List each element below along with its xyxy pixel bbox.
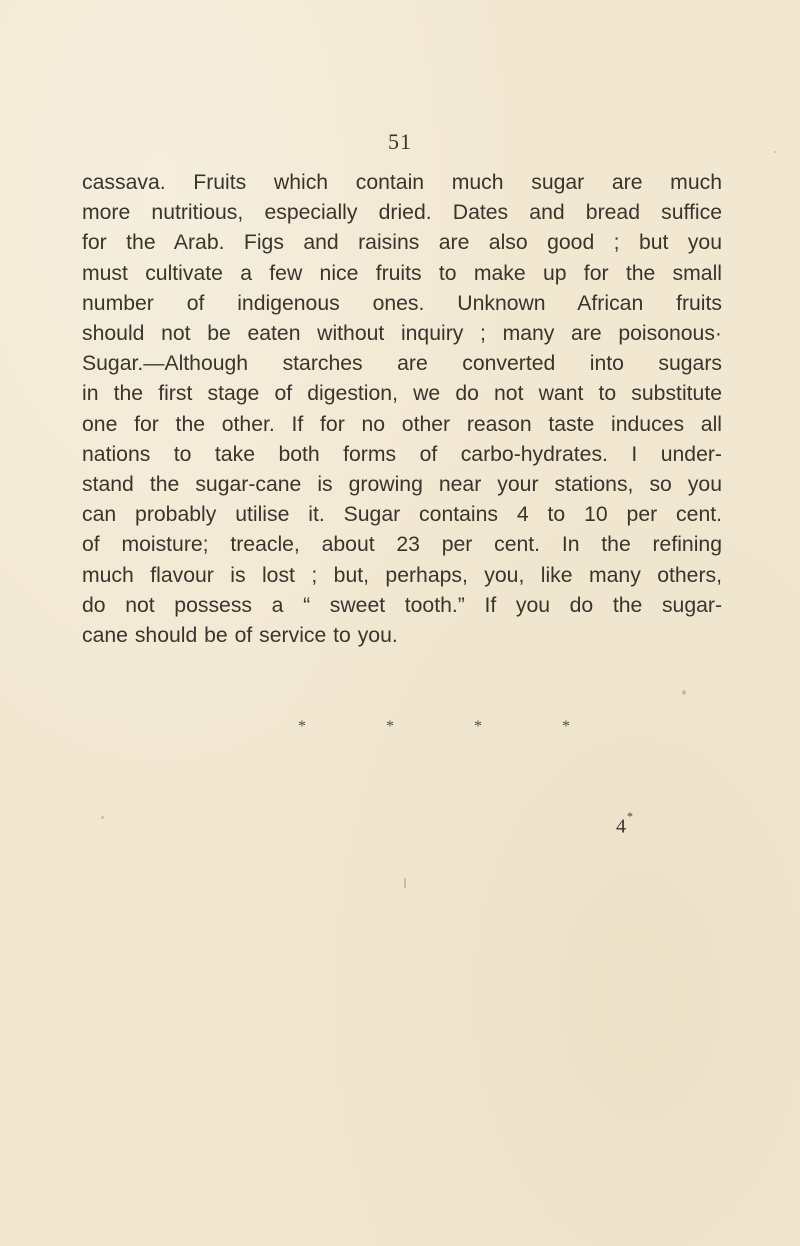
text-line: of moisture; treacle, about 23 per cent. In the refining (82, 533, 722, 557)
text-line: for the Arab. Figs and raisins are also good ; but you (82, 231, 722, 255)
paper-speck (774, 151, 776, 153)
text-line: cane should be of service to you. (82, 624, 398, 648)
text-line: cassava. Fruits which contain much sugar are much (82, 171, 722, 194)
text-line: number of indigenous ones. Unknown African fruits (82, 291, 722, 315)
text-line: do not possess a “ sweet tooth.” If you do the sugar- (82, 593, 722, 617)
text-line: in the first stage of digestion, we do not want to substitute (82, 382, 722, 406)
text-line: stand the sugar-cane is growing near your stations, so you (82, 473, 722, 497)
text-line: much flavour is lost ; but, perhaps, you, like many others, (82, 563, 722, 587)
page-number: 51 (388, 129, 412, 154)
signature-number: 4 (616, 815, 626, 838)
signature-asterisk: * (627, 809, 633, 823)
asterisk-mark: * (298, 718, 306, 735)
text-line: should not be eaten without inquiry ; many are poisonous· (82, 322, 722, 346)
asterisk-mark: * (562, 718, 570, 735)
signature-mark (616, 809, 633, 839)
asterisk-mark: * (386, 718, 394, 735)
text-line: more nutritious, especially dried. Dates and bread suffice (82, 201, 722, 225)
asterisk-mark: * (474, 718, 482, 735)
paper-speck (682, 690, 686, 695)
body-paragraph (82, 168, 722, 651)
paper-speck (404, 878, 406, 888)
text-line: one for the other. If for no other reason taste induces all (82, 412, 722, 436)
section-separator (298, 718, 570, 736)
paper-speck (101, 816, 104, 819)
text-line: nations to take both forms of carbo-hydrates. I under- (82, 442, 722, 466)
text-line: can probably utilise it. Sugar contains 4 to 10 per cent. (82, 503, 722, 527)
text-line: must cultivate a few nice fruits to make up for the small (82, 261, 722, 285)
text-line: Sugar.—Although starches are converted into sugars (82, 352, 722, 376)
